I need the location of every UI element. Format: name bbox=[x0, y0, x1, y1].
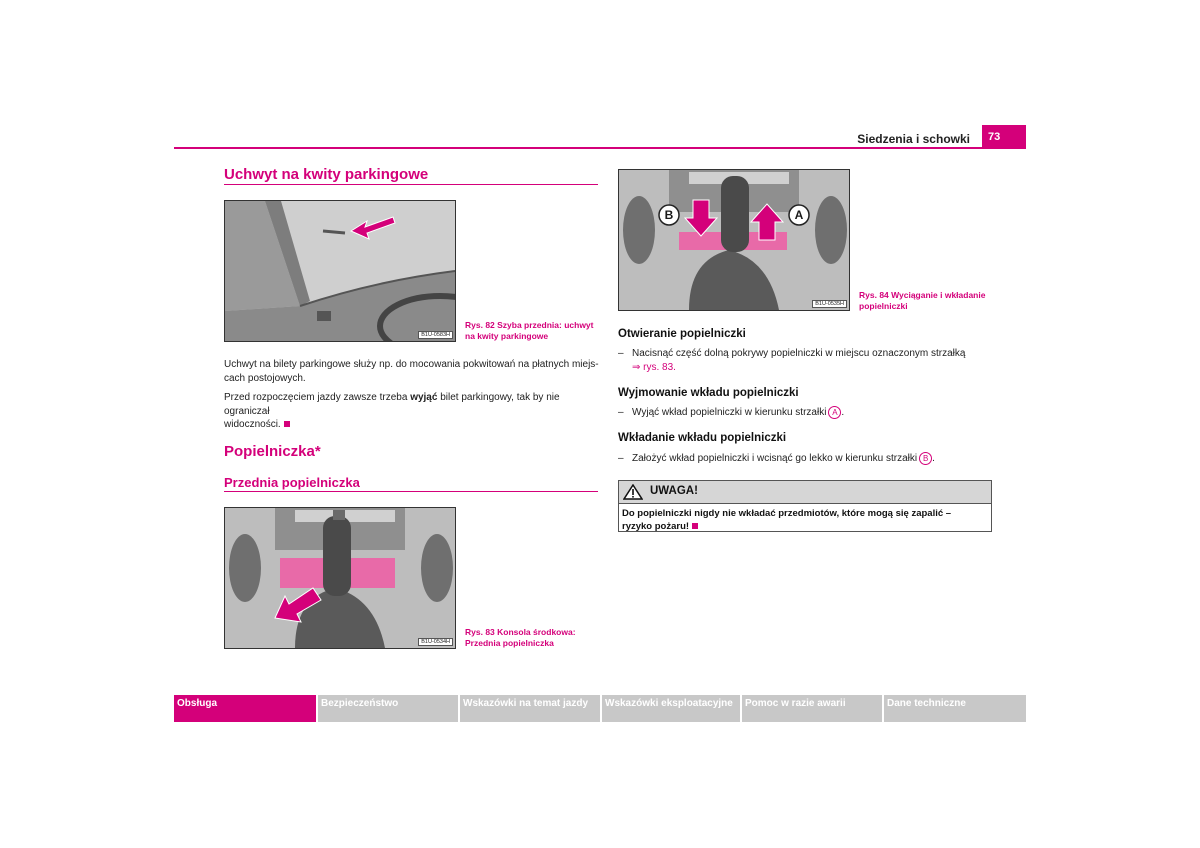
paragraph-parking-2: Przed rozpoczęciem jazdy zawsze trzeba wyjąć bilet parkingowy, tak by nie ograniczał widoczności. bbox=[224, 392, 560, 430]
step-opening: – Nacisnąć część dolną pokrywy popielniczki w miejscu oznaczonym strzałką ⇒ rys. 83. bbox=[618, 348, 966, 373]
figure-label-b: B bbox=[664, 208, 674, 222]
running-header-title: Siedzenia i schowki bbox=[857, 132, 970, 146]
end-square-icon bbox=[284, 421, 290, 427]
section-heading-ashtray: Popielniczka* bbox=[224, 443, 321, 460]
figure-windshield bbox=[224, 200, 456, 342]
subsection-rule bbox=[224, 491, 598, 492]
emphasis-text: wyjąć bbox=[410, 392, 438, 403]
subheading-opening: Otwieranie popielniczki bbox=[618, 328, 746, 340]
end-square-icon bbox=[692, 523, 698, 529]
subsection-heading-front-ashtray: Przednia popielniczka bbox=[224, 475, 360, 490]
footer-tab-obsluga[interactable]: Obsługa bbox=[174, 695, 316, 722]
figure-code: B1U-0535H bbox=[812, 300, 847, 308]
footer-tab-dane-techniczne[interactable]: Dane techniczne bbox=[884, 695, 1026, 722]
marker-b-icon: B bbox=[919, 452, 932, 465]
figure-caption-84: Rys. 84 Wyciąganie i wkładanie popielniczki bbox=[859, 290, 986, 311]
warning-box bbox=[618, 480, 992, 532]
footer-tab-wskazowki-jazdy[interactable]: Wskazówki na temat jazdy bbox=[460, 695, 600, 722]
warning-title: UWAGA! bbox=[650, 485, 698, 497]
footer-tab-bezpieczenstwo[interactable]: Bezpieczeństwo bbox=[318, 695, 458, 722]
header-rule bbox=[174, 147, 1026, 149]
figure-ashtray-insert bbox=[618, 169, 850, 311]
footer-tab-pomoc[interactable]: Pomoc w razie awarii bbox=[742, 695, 882, 722]
step-inserting: – Założyć wkład popielniczki i wcisnąć go lekko w kierunku strzałki B . bbox=[618, 453, 935, 465]
page-number: 73 bbox=[982, 125, 1026, 149]
warning-text: Do popielniczki nigdy nie wkładać przedmiotów, które mogą się zapalić – ryzyko pożaru! bbox=[622, 508, 952, 532]
step-removing: – Wyjąć wkład popielniczki w kierunku strzałki A . bbox=[618, 407, 845, 419]
subheading-inserting: Wkładanie wkładu popielniczki bbox=[618, 432, 787, 444]
footer-tab-wskazowki-eksploatacyjne[interactable]: Wskazówki eksploatacyjne bbox=[602, 695, 740, 722]
figure-label-a: A bbox=[794, 208, 804, 222]
figure-code: B1U-0583H bbox=[418, 331, 453, 339]
figure-caption-82: Rys. 82 Szyba przednia: uchwyt na kwity parkingowe bbox=[465, 320, 594, 341]
warning-triangle-icon bbox=[623, 484, 643, 500]
marker-a-icon: A bbox=[828, 406, 841, 419]
subheading-removing: Wyjmowanie wkładu popielniczki bbox=[618, 387, 799, 399]
section-rule bbox=[224, 184, 598, 185]
paragraph-parking-1: Uchwyt na bilety parkingowe służy np. do mocowania pokwitowań na płatnych miejs- cach postojowych. bbox=[224, 359, 599, 384]
figure-code: B1U-0534H bbox=[418, 638, 453, 646]
figure-reference-link[interactable]: ⇒ rys. 83. bbox=[632, 361, 676, 373]
figure-center-console bbox=[224, 507, 456, 649]
section-heading-parking: Uchwyt na kwity parkingowe bbox=[224, 166, 429, 183]
figure-caption-83: Rys. 83 Konsola środkowa: Przednia popielniczka bbox=[465, 627, 576, 648]
warning-header bbox=[619, 481, 991, 504]
